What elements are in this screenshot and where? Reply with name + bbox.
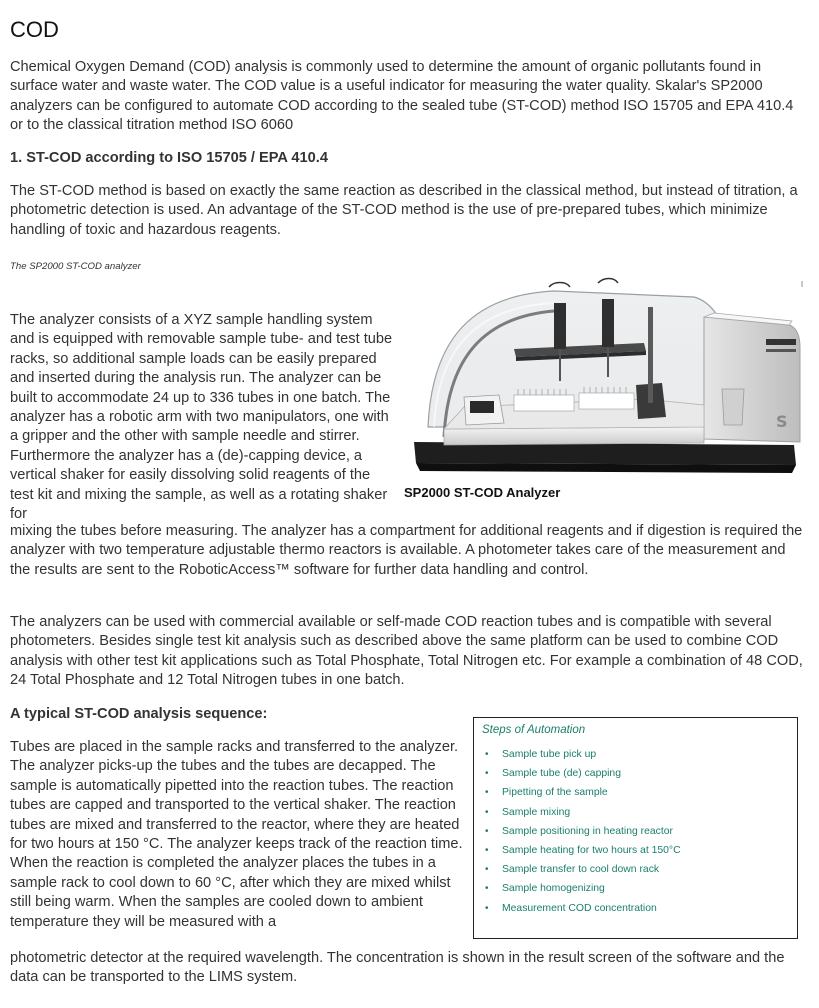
tubes-paragraph: The analyzers can be used with commercial available or self-made COD reaction tubes and is compatible with several photometers. Besides single test kit analysis such as described above the same platform can be used to combine COD analysis with other test kit applications such as Total Phosphate, Total Nitrogen etc. For example a combination of 48 COD, 24 Total Phosphate and 12 Total Nitrogen tubes in one batch. — [10, 614, 803, 689]
list-item — [482, 764, 789, 783]
bullet-icon: • — [485, 806, 489, 818]
figure-caption: SP2000 ST-COD Analyzer — [404, 485, 561, 500]
step-label: Sample tube (de) capping — [502, 768, 621, 780]
bullet-icon: • — [485, 768, 489, 780]
step-label: Pipetting of the sample — [502, 787, 608, 799]
bullet-icon: • — [485, 787, 489, 799]
list-item — [482, 879, 789, 898]
analyzer-paragraph-part2: mixing the tubes before measuring. The analyzer has a compartment for additional reagents and if digestion is required the analyzer with two temperature adjustable thermo reactors is available. A photometer takes care of the measurement and the results are sent to the RoboticAccess™ software for further data handling and control. — [10, 523, 803, 578]
steps-list — [482, 745, 789, 918]
sequence-heading: A typical ST-COD analysis sequence: — [10, 706, 268, 722]
step-label: Sample homogenizing — [502, 883, 605, 895]
bullet-icon: • — [485, 883, 489, 895]
steps-of-automation-box — [473, 717, 798, 939]
lab-analyzer-illustration-icon — [404, 277, 804, 507]
method-paragraph: The ST-COD method is based on exactly the same reaction as described in the classical method, but instead of titration, a photometric detection is used. An advantage of the ST-COD method is the use of pre-prepared tubes, which minimize handling of toxic and hazardous reagents. — [10, 183, 798, 238]
list-item — [482, 745, 789, 764]
list-item — [482, 860, 789, 879]
bullet-icon: • — [485, 902, 489, 914]
list-item — [482, 822, 789, 841]
list-item — [482, 841, 789, 860]
svg-text:S: S — [776, 412, 788, 431]
steps-box-title: Steps of Automation — [482, 724, 586, 736]
step-label: Sample positioning in heating reactor — [502, 825, 673, 837]
step-label: Sample tube pick up — [502, 749, 597, 760]
sequence-paragraph-part1: Tubes are placed in the sample racks and transferred to the analyzer. The analyzer picks-up the tubes and the tubes are decapped. The sample is automatically pipetted into the reaction tubes. The reaction tubes are capped and transported to the vertical shaker. The reaction tubes are mixed and transferred to the reactor, where they are heated for two hours at 150 °C. The analyzer keeps track of the reaction time. When the reaction is completed the analyzer places the tubes in a sample rack to cool down to 60 °C, after which they are mixed whilst still being warm. When the samples are cooled down to ambient temperature they will be measured with a — [10, 739, 463, 930]
step-label: Measurement COD concentration — [502, 902, 657, 914]
bullet-icon: • — [485, 864, 489, 876]
section-heading-st-cod: 1. ST-COD according to ISO 15705 / EPA 410.4 — [10, 150, 328, 166]
list-item — [482, 899, 789, 918]
list-item — [482, 803, 789, 822]
sequence-paragraph-part2: photometric detector at the required wavelength. The concentration is shown in the result screen of the software and the data can be transported to the LIMS system. — [10, 950, 785, 986]
bullet-icon: • — [485, 749, 489, 760]
list-item — [482, 783, 789, 802]
image-caption-small: The SP2000 ST-COD analyzer — [10, 261, 141, 272]
bullet-icon: • — [485, 825, 489, 837]
analyzer-paragraph-part1: The analyzer consists of a XYZ sample handling system and is equipped with removable sample tube- and test tube racks, so additional sample loads can be easily prepared and inserted during the analysis run. The analyzer can be built to accommodate 24 up to 336 tubes in one batch. The analyzer has a robotic arm with two manipulators, one with a gripper and the other with sample needle and stirrer. Furthermore the analyzer has a (de)-capping device, a vertical shaker for easily dissolving solid reagents of the test kit and mixing the sample, as well as a rotating shaker for — [10, 312, 393, 523]
step-label: Sample transfer to cool down rack — [502, 864, 660, 876]
analyzer-figure — [404, 277, 804, 507]
intro-paragraph: Chemical Oxygen Demand (COD) analysis is commonly used to determine the amount of organic pollutants found in surface water and waste water. The COD value is a useful indicator for measuring the water quality. Skalar's SP2000 analyzers can be configured to automate COD according to the sealed tube (ST-COD) method ISO 15705 and EPA 410.4 or to the classical titration method ISO 6060 — [10, 59, 794, 134]
step-label: Sample heating for two hours at 150°C — [502, 845, 681, 857]
step-label: Sample mixing — [502, 806, 571, 818]
bullet-icon: • — [485, 845, 489, 857]
page-title: COD — [10, 17, 59, 42]
